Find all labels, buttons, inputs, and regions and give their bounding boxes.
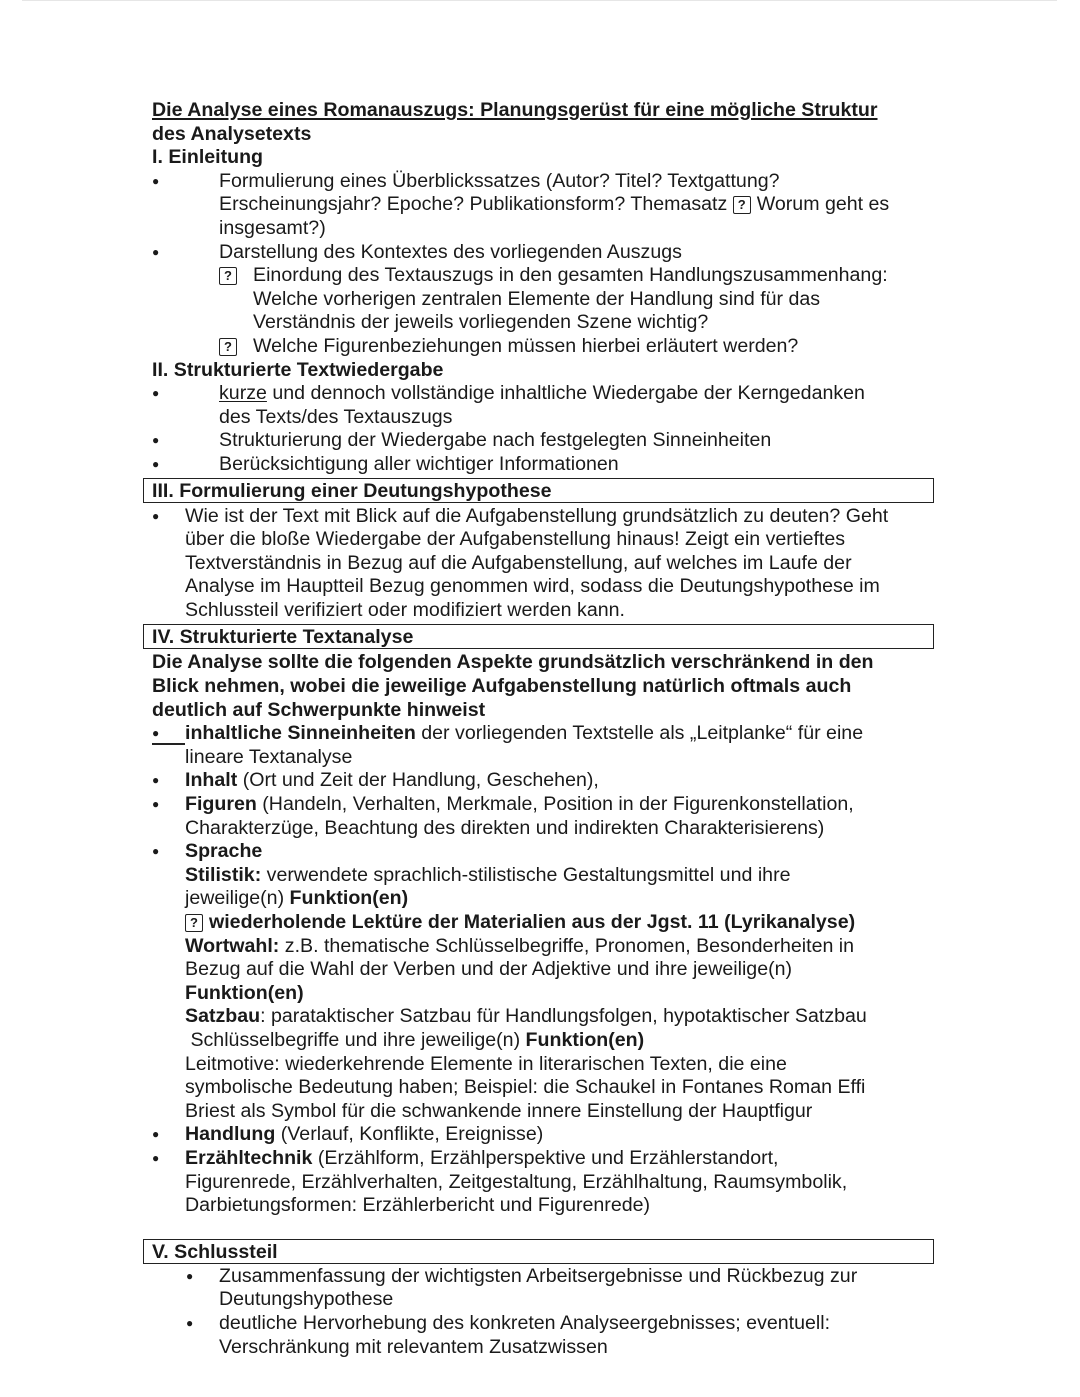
section-5-heading: V. Schlussteil	[152, 1240, 278, 1263]
section-5-heading-box	[143, 1239, 934, 1264]
bullet-icon	[152, 769, 159, 795]
sub-list-item: ? Einordung des Textauszugs in den gesamten Handlungszusammenhang: Welche vorherigen zentralen Elemente der Handlung sind für das Verständnis der jeweils vorliegenden Szene wichtig?	[0, 264, 1080, 335]
bullet-icon	[152, 170, 159, 196]
bullet-icon	[152, 840, 159, 866]
list-item: ● Zusammenfassung der wichtigsten Arbeitsergebnisse und Rückbezug zur Deutungshypothese	[0, 1265, 1080, 1312]
bullet-icon	[152, 1147, 159, 1173]
document-title: Die Analyse eines Romanauszugs: Planungsgerüst für eine mögliche Struktur des Analysetexts	[152, 99, 878, 145]
list-item: ● Darstellung des Kontextes des vorliegenden Auszugs	[0, 241, 1080, 265]
bullet-icon	[152, 241, 159, 267]
list-item: ● Handlung (Verlauf, Konflikte, Ereignisse)	[0, 1123, 1080, 1147]
sub-list-item: ? Welche Figurenbeziehungen müssen hierbei erläutert werden?	[0, 335, 1080, 359]
list-item: ● inhaltliche Sinneinheiten der vorliegenden Textstelle als „Leitplanke“ für eine lineare Textanalyse	[0, 722, 1080, 769]
section-4-intro: Die Analyse sollte die folgenden Aspekte grundsätzlich verschränkend in den Blick nehmen, wobei die jeweilige Aufgabenstellung natürlich oftmals auch deutlich auf Schwerpunkte hinweist	[152, 651, 874, 721]
document-page	[0, 99, 1080, 1359]
bullet-icon	[186, 1312, 193, 1338]
section-3-heading: III. Formulierung einer Deutungshypothese	[152, 479, 552, 502]
list-item: ● Berücksichtigung aller wichtiger Informationen	[0, 453, 1080, 477]
list-item: ● Formulierung eines Überblickssatzes (Autor? Titel? Textgattung? Erscheinungsjahr? Epoche? Publikationsform? Themasatz ? Worum geht es insgesamt?)	[0, 170, 1080, 241]
list-item: ● Figuren (Handeln, Verhalten, Merkmale, Position in der Figurenkonstellation, Charakterzüge, Beachtung des direkten und indirekten Charakterisierens)	[0, 793, 1080, 840]
section-4-heading-box	[143, 624, 934, 649]
list-item: ● deutliche Hervorhebung des konkreten Analyseergebnisses; eventuell: Verschränkung mit relevantem Zusatzwissen	[0, 1312, 1080, 1359]
bullet-icon	[152, 505, 159, 531]
list-item: ● Sprache Stilistik: verwendete sprachlich-stilistische Gestaltungsmittel und ihre jeweilige(n) Funktion(en) ? wiederholende Lektüre der Materialien aus der Jgst. 11 (Lyrikanalyse) Wortwahl: z.B. thematische Schlüsselbegriffe, Pronomen, Besonderheiten in Bezug auf die Wahl der Verben und der Adjektive und ihre jeweilige(n) Funktion(en) Satzbau: parataktischer Satzbau für Handlungsfolgen, hypotaktischer Satzbau Schlüsselbegriffe und ihre jeweilige(n) Funktion(en) Leitmotive: wiederkehrende Elemente in literarischen Texten, die eine symbolische Bedeutung haben; Beispiel: die Schaukel in Fontanes Roman Effi Briest als Symbol für die schwankende innere Einstellung der Hauptfigur	[0, 840, 1080, 1123]
list-item: ● kurze und dennoch vollständige inhaltliche Wiedergabe der Kerngedanken des Texts/des Textauszugs	[0, 382, 1080, 429]
question-box-icon: ?	[219, 338, 237, 356]
question-box-icon: ?	[733, 196, 751, 214]
bullet-icon	[152, 382, 159, 408]
underline-stroke	[152, 743, 185, 745]
section-4-heading: IV. Strukturierte Textanalyse	[152, 626, 414, 649]
list-item: ● Inhalt (Ort und Zeit der Handlung, Geschehen),	[0, 769, 1080, 793]
bullet-icon	[152, 1123, 159, 1149]
question-box-icon: ?	[219, 267, 237, 285]
question-box-icon: ?	[185, 914, 203, 932]
section-1-heading: I. Einleitung	[152, 146, 264, 169]
section-3-heading-box	[143, 478, 934, 503]
list-item: ● Wie ist der Text mit Blick auf die Aufgabenstellung grundsätzlich zu deuten? Geht über die bloße Wiedergabe der Aufgabenstellung hinaus! Zeigt ein vertieftes Textverständnis in Bezug auf die Aufgabenstellung, auf welches im Laufe der Analyse im Hauptteil Bezug genommen wird, sodass die Deutungshypothese im Schlussteil verifiziert oder modifiziert werden kann.	[0, 505, 1080, 623]
bullet-icon	[152, 453, 159, 479]
list-item: ● Strukturierung der Wiedergabe nach festgelegten Sinneinheiten	[0, 429, 1080, 453]
bullet-icon	[152, 429, 159, 455]
bullet-icon	[152, 793, 159, 819]
bullet-icon	[186, 1265, 193, 1291]
list-item: ● Erzähltechnik (Erzählform, Erzählperspektive und Erzählerstandort, Figurenrede, Erzählverhalten, Zeitgestaltung, Erzählhaltung, Raumsymbolik, Darbietungsformen: Erzählerbericht und Figurenrede)	[0, 1147, 1080, 1218]
section-2-heading: II. Strukturierte Textwiedergabe	[152, 358, 444, 381]
page-top-edge	[22, 0, 1057, 1]
